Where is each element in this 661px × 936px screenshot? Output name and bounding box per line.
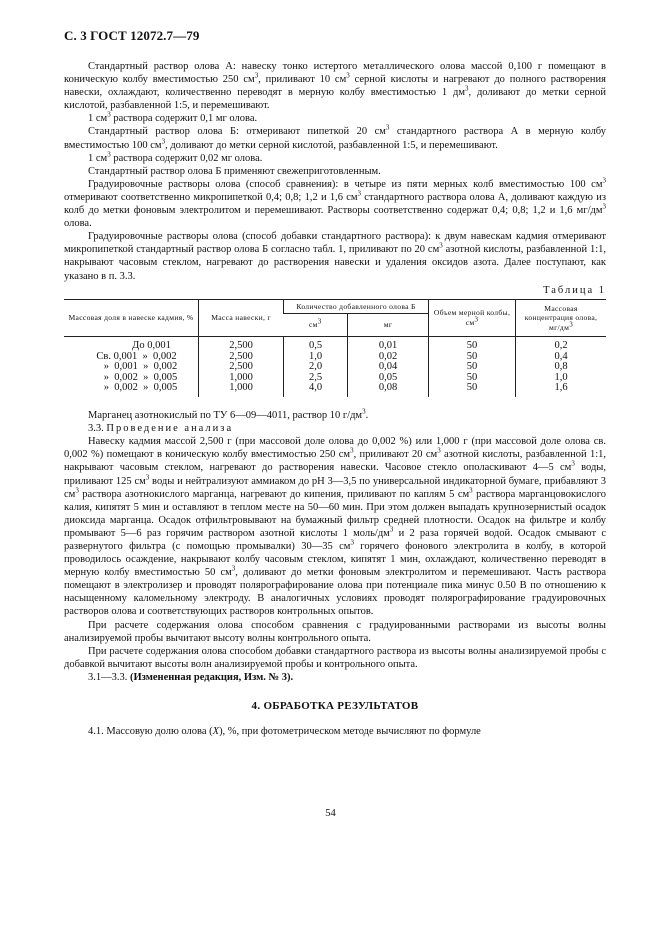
paragraph-solution-b-content: 1 $см^3$ раствора содержит 0,02 мг олова. bbox=[88, 150, 263, 164]
table-row: » 0,002 » 0,005 1,000 2,5 0,05 50 1,0 bbox=[64, 373, 606, 384]
page-header: С. 3 ГОСТ 12072.7—79 bbox=[64, 28, 200, 43]
paragraph-analysis-procedure: Навеску кадмия массой 2,500 г (при массовой доле олова до 0,002 %) или 1,000 г (при массовой доле олова св. 0,002 %) помещают в коническую колбу вместимостью 250 $см^3$, приливают 20 $см^3$ азотной кислоты, разбавленной 1:1, накрывают часовым стеклом, нагревают до растворения навески. Часовое стекло ополаскивают 4—5 $см^3$ воды, приливают 125 $см^3$ воды и нейтрализуют аммиаком до pH 3—3,5 по универсальной индикаторной бумаге, прибавляют 3 $см^3$ раствора азотнокислого марганца, нагревают до кипения, приливают по каплям 5 $см^3$ раствора марганцовокислого калия, кипятят 5 мин и оставляют в теплом месте на 50—60 мин. При этом должен выпадать крупнозернистый осадок диоксида марганца. Осадок отфильтровывают на бумажный фильтр средней плотности. Осадок на фильтре и колбу промывают 5—6 раз горячим раствором азотной кислоты 1 моль/$дм^3$ и 2 раза горячей водой. Осадок смывают с развернутого фильтра (с помощью промывалки) 30—35 $см^3$ горячего фонового электролита в колбу, в которой проводилось осаждение, накрывают колбу часовым стеклом, кипятят 1 мин, охлаждают, количественно переводят в мерную колбу вместимостью 50 $см^3$, доливают до метки фоновым электролитом и перемешивают. Часть раствора помещают в электролизер и проводят полярографирование олова при потенциале пика минус 0.50 В по отношению к насыщенному каломельному электроду. В аналогичных условиях проводят полярографирование градуировочных растворов олова и соответствующих растворов контрольных опытов. bbox=[64, 436, 607, 618]
paragraph-comparison-calc: При расчете содержания олова способом сравнения с градуированными растворами из высоты волны анализируемой пробы вычитают высоту волны контрольного опыта. bbox=[64, 619, 606, 644]
header-sample-mass: Масса навески, г bbox=[199, 299, 284, 337]
table-row: Св. 0,001 » 0,002 2,500 1,0 0,02 50 0,4 bbox=[64, 352, 606, 363]
table-caption: Таблица 1 bbox=[543, 284, 606, 296]
paragraph-amendment-note: 3.1—3.3. (Измененная редакция, Изм. № 3). bbox=[88, 671, 294, 683]
table-row: » 0,001 » 0,002 2,500 2,0 0,04 50 0,8 bbox=[64, 362, 606, 373]
paragraph-standard-solution-a: Стандартный раствор олова А: навеску тонко истертого металлического олова массой 0,100 г помещают в коническую колбу вместимостью 250 $см^3$, приливают 10 $см^3$ серной кислоты и нагревают до полного растворения навески, охлаждают, количественно переводят в мерную колбу вместимостью 1 $дм^3$, доливают до метки серной кислотой, разбавленной 1:5, и перемешивают. bbox=[64, 61, 606, 112]
paragraph-formula-intro: 4.1. Массовую долю олова (X), %, при фотометрическом методе вычисляют по формуле bbox=[88, 726, 481, 738]
header-mass-fraction: Массовая доля в навеске кадмия, % bbox=[64, 299, 199, 337]
paragraph-analysis-heading: 3.3. Проведение анализа bbox=[88, 423, 234, 435]
paragraph-solution-b-fresh: Стандартный раствор олова Б применяют свежеприготовленным. bbox=[88, 165, 381, 177]
header-added-tin: Количество добавленного олова Б bbox=[284, 299, 429, 314]
paragraph-calibration-comparison: Градуировочные растворы олова (способ сравнения): в четыре из пяти мерных колб вместимостью 100 $см^3$ отмеривают соответственно микропипеткой 0,4; 0,8; 1,2 и 1,6 $см^3$ стандартного раствора олова А, доливают каждую из колб до метки фоновым электролитом и перемешивают. Растворы соответственно содержат 0,4; 0,8; 1,2 и 1,6 $мг/дм^3$ олова. bbox=[64, 176, 606, 230]
document-body bbox=[64, 60, 606, 738]
paragraph-addition-calc: При расчете содержания олова способом добавки стандартного раствора из высоты волны анализируемой пробы с добавкой вычитают высоты волн анализируемой пробы и контрольного опыта. bbox=[64, 645, 606, 670]
table-1 bbox=[64, 299, 606, 397]
table-row: » 0,002 » 0,005 1,000 4,0 0,08 50 1,6 bbox=[64, 383, 606, 397]
header-concentration: Массовая концентрация олова, $мг/дм^3$ bbox=[516, 299, 607, 337]
paragraph-calibration-addition: Градуировочные растворы олова (способ добавки стандартного раствора): к двум навескам кадмия отмеривают микропипеткой стандартный раствор олова Б согласно табл. 1, приливают по 20 $см^3$ азотной кислоты, разбавленной 1:1, накрывают часовым стеклом, нагревают до растворения навески и удаления оксидов азота. Далее поступают, как указано в п. 3.3. bbox=[64, 231, 606, 282]
header-cm3: $см^3$ bbox=[284, 314, 348, 337]
paragraph-manganese-nitrate: Марганец азотнокислый по ТУ 6—09—4011, раствор 10 $г/дм^3$. bbox=[88, 407, 369, 422]
paragraph-solution-a-content: 1 $см^3$ раствора содержит 0,1 мг олова. bbox=[88, 110, 258, 125]
table-row: До 0,001 2,500 0,5 0,01 50 0,2 bbox=[64, 337, 606, 352]
page-number: 54 bbox=[325, 808, 336, 819]
header-mg: мг bbox=[348, 314, 429, 337]
section-heading-results: 4. ОБРАБОТКА РЕЗУЛЬТАТОВ bbox=[251, 700, 419, 713]
paragraph-standard-solution-b: Стандартный раствор олова Б: отмеривают пипеткой 20 $см^3$ стандартного раствора А в мерную колбу вместимостью 100 $см^3$, доливают до метки серной кислотой, разбавленной 1:5, и перемешивают. bbox=[64, 123, 606, 151]
header-flask-volume: Объем мерной колбы, $см^3$ bbox=[429, 299, 516, 337]
